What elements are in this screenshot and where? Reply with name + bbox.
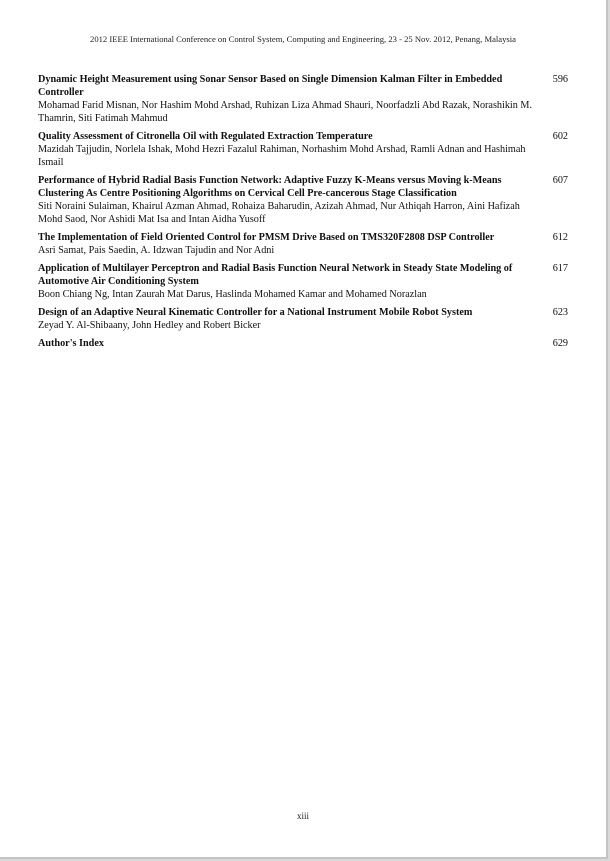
paper-title: Performance of Hybrid Radial Basis Function Network: Adaptive Fuzzy K-Means versus Moving k-Means Clustering As Centre Positioning Algorithms on Cervical Cell Pre-cancerous Stage Classification [38, 175, 502, 199]
toc-entry [38, 174, 568, 226]
page-number: 607 [552, 175, 568, 186]
toc-entry [38, 306, 568, 332]
author-index-title: Author's Index [38, 338, 104, 349]
paper-title: Design of an Adaptive Neural Kinematic Controller for a National Instrument Mobile Robot System [38, 307, 473, 318]
paper-authors: Siti Noraini Sulaiman, Khairul Azman Ahmad, Rohaiza Baharudin, Azizah Ahmad, Nur Athiqah Harron, Aini Hafizah Mohd Saod, Nor Ashidi Mat Isa and Intan Aidha Yusoff [38, 201, 520, 225]
paper-title: Dynamic Height Measurement using Sonar Sensor Based on Single Dimension Kalman Filter in Embedded Controller [38, 74, 503, 98]
page-number: 612 [552, 232, 568, 243]
toc-entry [38, 73, 568, 125]
paper-title: Quality Assessment of Citronella Oil with Regulated Extraction Temperature [38, 131, 373, 142]
conference-header: 2012 IEEE International Conference on Control System, Computing and Engineering, 23 - 25 Nov. 2012, Penang, Malaysia [90, 34, 516, 44]
page-number: 596 [552, 74, 568, 85]
paper-authors: Mohamad Farid Misnan, Nor Hashim Mohd Arshad, Ruhizan Liza Ahmad Shauri, Noorfadzli Abd Razak, Norashikin M. Thamrin, Siti Fatimah Mahmud [38, 100, 533, 124]
table-of-contents [38, 73, 568, 355]
page-number: 602 [552, 131, 568, 142]
paper-authors: Boon Chiang Ng, Intan Zaurah Mat Darus, Haslinda Mohamed Kamar and Mohamed Norazlan [38, 289, 427, 300]
page-footer-number: xiii [296, 811, 309, 821]
paper-title: The Implementation of Field Oriented Control for PMSM Drive Based on TMS320F2808 DSP Controller [38, 232, 495, 243]
paper-title: Application of Multilayer Perceptron and Radial Basis Function Neural Network in Steady State Modeling of Automotive Air Conditioning System [38, 263, 513, 287]
page-number: 629 [552, 338, 568, 349]
toc-entry-author-index [38, 337, 568, 350]
page-number: 617 [552, 263, 568, 274]
toc-entry [38, 130, 568, 169]
paper-authors: Mazidah Tajjudin, Norlela Ishak, Mohd Hezri Fazalul Rahiman, Norhashim Mohd Arshad, Ramli Adnan and Hashimah Ismail [38, 144, 526, 168]
paper-authors: Asri Samat, Pais Saedin, A. Idzwan Tajudin and Nor Adni [38, 245, 275, 256]
toc-entry [38, 231, 568, 257]
paper-authors: Zeyad Y. Al-Shibaany, John Hedley and Robert Bicker [38, 320, 261, 331]
toc-entry [38, 262, 568, 301]
page-number: 623 [552, 307, 568, 318]
